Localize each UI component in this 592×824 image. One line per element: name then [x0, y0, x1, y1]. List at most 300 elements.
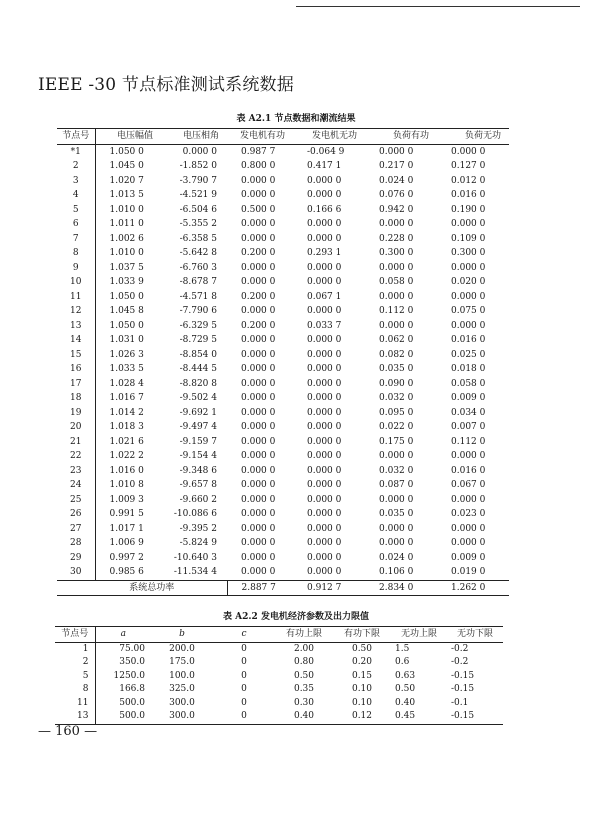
table2-body: [55, 642, 503, 724]
table2-cell: 0.40: [395, 697, 416, 708]
table1-cell: 1.033 9: [109, 277, 144, 287]
table2-cell: 0.35: [293, 684, 315, 694]
table2-cell: 325.0: [169, 684, 195, 694]
table1-header-cell: 电压幅值: [116, 131, 153, 141]
table-row: [55, 710, 503, 724]
table1-cell: 1.031 0: [109, 335, 144, 345]
table-row: [57, 478, 509, 493]
table1-cell: 0.987 7: [241, 146, 276, 157]
table1-cell: 0.997 2: [109, 552, 144, 563]
table1-cell: 26: [57, 507, 95, 522]
table1-cell: 0.058 0: [451, 378, 486, 389]
table1-cell: 23: [57, 464, 95, 479]
table1-cell: 29: [57, 551, 95, 566]
table1-cell: 0.095 0: [379, 407, 414, 418]
table1-header-cell: 负荷无功: [464, 131, 501, 141]
table2-header-cell: c: [241, 629, 247, 639]
table1-cell: 1.033 5: [109, 364, 144, 374]
table1-cell: 1.016 0: [109, 465, 144, 476]
table1-cell: 0.000 0: [307, 277, 342, 287]
table-row: [57, 522, 509, 537]
table1-cell: 18: [57, 391, 95, 406]
table2-cell: 0: [241, 711, 247, 721]
table1-cell: 0.000 0: [241, 407, 276, 418]
table1-cell: 0.000 0: [379, 262, 414, 273]
table2-cell: 2.00: [293, 643, 315, 654]
table1-cell: 0.067 1: [307, 291, 342, 302]
table1-cell: 28: [57, 536, 95, 551]
table1-cell: 0.000 0: [241, 233, 276, 244]
table2-cell: 0.50: [293, 670, 315, 681]
table1-cell: 0.075 0: [451, 306, 486, 316]
table1-cell: 0.000 0: [182, 146, 217, 157]
table-row: [57, 203, 509, 218]
table-row: [57, 449, 509, 464]
table1-cell: 0.000 0: [307, 262, 342, 273]
table2-cell: 200.0: [169, 643, 195, 654]
total-value: 2.887 7: [241, 582, 276, 593]
table1-cell: 0.022 0: [379, 422, 414, 432]
table1-cell: 0.000 0: [379, 494, 414, 505]
table1-cell: 0.000 0: [307, 364, 342, 374]
total-value: 0.912 7: [307, 582, 342, 593]
table-row: [57, 348, 509, 363]
table2-cell: 0.50: [351, 643, 373, 654]
table2-cell: 13: [55, 710, 95, 724]
table1-cell: -9.692 1: [179, 407, 217, 418]
table-row: [57, 333, 509, 348]
table1-cell: 0.000 0: [241, 175, 276, 186]
table1-cell: 0.000 0: [307, 349, 342, 360]
table2-cell: -0.2: [451, 657, 469, 667]
table1-cell: 0.000 0: [307, 407, 342, 418]
table1-cell: 0.293 1: [307, 248, 342, 258]
table1-cell: 0.000 0: [241, 552, 276, 563]
table1-cell: 0.000 0: [241, 567, 276, 577]
table2-cell: 0: [241, 643, 247, 654]
table1-cell: 0.035 0: [379, 364, 414, 374]
table2-cell: 166.8: [119, 684, 145, 694]
table1-cell: 0.000 0: [241, 480, 276, 490]
table1-cell: -5.642 8: [179, 248, 217, 258]
table1-cell: 20: [57, 420, 95, 435]
table1-cell: 0.942 0: [379, 204, 414, 215]
table2-header-cell: 无功下限: [456, 629, 493, 639]
table1-cell: 0.016 0: [451, 190, 486, 200]
table1-cell: 25: [57, 493, 95, 508]
table1-cell: -9.395 2: [179, 523, 217, 534]
table1-cell: -6.358 5: [179, 233, 217, 244]
total-value: 1.262 0: [451, 582, 486, 593]
table1-cell: 0.106 0: [379, 567, 414, 577]
table1-cell: 1.050 0: [109, 291, 144, 302]
table1-cell: -9.502 4: [179, 393, 217, 403]
table1-cell: 0.000 0: [451, 494, 486, 505]
table2-cell: 8: [55, 683, 95, 697]
table1-cell: 0.019 0: [451, 567, 486, 577]
table1-cell: 14: [57, 333, 95, 348]
table1-cell: 0.000 0: [241, 509, 276, 519]
table1-cell: 1.021 6: [109, 436, 144, 447]
table1-cell: 0.000 0: [307, 451, 342, 461]
table1-cell: 0.062 0: [379, 335, 414, 345]
table-row: [57, 290, 509, 305]
table1-cell: 0.000 0: [379, 320, 414, 331]
table1-cell: 21: [57, 435, 95, 450]
table1-cell: 0.007 0: [451, 422, 486, 432]
table1-cell: 19: [57, 406, 95, 421]
table1-cell: 1.014 2: [109, 407, 144, 418]
table1-cell: 12: [57, 304, 95, 319]
table1-cell: 1.010 0: [109, 204, 144, 215]
table2-cell: 0.6: [395, 657, 410, 667]
table2-header-cell: 有功上限: [285, 629, 322, 639]
table1-header-row: [57, 129, 509, 145]
table-row: [55, 642, 503, 656]
table-row: [57, 246, 509, 261]
table1-cell: 1.028 4: [109, 378, 144, 389]
table1-cell: 0.000 0: [307, 422, 342, 432]
table2-cell: 100.0: [169, 670, 195, 681]
table-row: [55, 670, 503, 684]
table1-cell: 0.000 0: [241, 349, 276, 360]
table1-cell: 5: [57, 203, 95, 218]
table2-cell: 175.0: [169, 657, 195, 667]
table1-cell: 0.200 0: [241, 291, 276, 302]
table1-cell: 0.000 0: [241, 277, 276, 287]
table1-cell: -0.064 9: [307, 146, 345, 157]
table1-cell: 0.000 0: [451, 146, 486, 157]
table1-cell: 0.166 6: [307, 204, 342, 215]
table1-header-cell: 发电机有功: [239, 131, 285, 141]
table1-cell: 1.050 0: [109, 320, 144, 331]
table1-cell: 0.000 0: [379, 219, 414, 229]
table1-cell: -8.444 5: [179, 364, 217, 374]
table1-cell: 0.000 0: [307, 335, 342, 345]
table1-cell: 0.000 0: [241, 262, 276, 273]
table1-cell: 0.000 0: [241, 494, 276, 505]
table1-cell: 0.190 0: [451, 204, 486, 215]
table1-cell: -8.854 0: [179, 349, 217, 360]
table2-cell: -0.2: [451, 643, 469, 654]
table2-cell: 500.0: [119, 711, 145, 721]
table1-cell: 0.000 0: [451, 523, 486, 534]
table1-cell: 0.020 0: [451, 277, 486, 287]
table1-header-cell: 发电机无功: [311, 131, 357, 141]
table1-cell: 1.017 1: [109, 523, 144, 534]
table2-header-cell: 无功上限: [400, 629, 437, 639]
table1-cell: 0.175 0: [379, 436, 414, 447]
table1-cell: 0.217 0: [379, 161, 414, 171]
table1-cell: 27: [57, 522, 95, 537]
table1-header-cell: 电压相角: [182, 131, 219, 141]
table1-cell: 0.087 0: [379, 480, 414, 490]
table-row: [57, 275, 509, 290]
table1-cell: 0.023 0: [451, 509, 486, 519]
table1-cell: -9.154 4: [179, 451, 217, 461]
table1-cell: 1.013 5: [109, 190, 144, 200]
table1-cell: -6.504 6: [179, 204, 217, 215]
table1-body: [57, 144, 509, 596]
table1-cell: -8.729 5: [179, 335, 217, 345]
table-row: [57, 159, 509, 174]
table1-cell: 17: [57, 377, 95, 392]
table1-caption: 表 A2.1 节点数据和潮流结果: [236, 114, 356, 124]
table1-cell: 0.228 0: [379, 233, 414, 244]
table1-cell: 0.032 0: [379, 465, 414, 476]
table1-cell: 2: [57, 159, 95, 174]
table1-cell: -1.852 0: [179, 161, 217, 171]
table2-caption: 表 A2.2 发电机经济参数及出力限值: [223, 612, 369, 622]
table2-cell: 1.5: [395, 643, 410, 654]
table1-cell: 0.112 0: [451, 436, 486, 447]
table-row: [57, 565, 509, 580]
table2-cell: 0.12: [351, 711, 373, 721]
table1-cell: 0.058 0: [379, 277, 414, 287]
table1-cell: -3.790 7: [179, 175, 217, 186]
table1-cell: 0.300 0: [451, 248, 486, 258]
table1-cell: 0.200 0: [241, 248, 276, 258]
table2-cell: 5: [55, 670, 95, 684]
table1-cell: 15: [57, 348, 95, 363]
table-row: [57, 391, 509, 406]
table1-cell: 0.024 0: [379, 175, 414, 186]
table1-header-cell: 节点号: [57, 129, 95, 145]
table1-cell: 0.000 0: [451, 451, 486, 461]
generator-params-table: [55, 626, 503, 725]
table1-cell: 0.009 0: [451, 393, 486, 403]
table1-cell: -9.497 4: [179, 422, 217, 432]
table2-cell: 0.50: [395, 684, 416, 694]
table1-cell: 1.020 7: [109, 175, 144, 186]
table1-cell: 0.000 0: [307, 436, 342, 447]
table2-cell: 0: [241, 670, 247, 681]
table2-cell: 0.30: [293, 697, 315, 708]
table1-cell: 0.000 0: [307, 393, 342, 403]
table1-cell: 0.025 0: [451, 349, 486, 360]
table1-cell: 0.000 0: [307, 306, 342, 316]
table2-header-cell: a: [120, 629, 126, 639]
table2-header-row: [55, 627, 503, 643]
table1-cell: -9.657 8: [179, 480, 217, 490]
table1-cell: 0.000 0: [307, 523, 342, 534]
table1-cell: 0.000 0: [379, 538, 414, 548]
table1-cell: 0.127 0: [451, 161, 486, 171]
table-row: [57, 493, 509, 508]
table1-cell: 0.000 0: [379, 291, 414, 302]
table1-cell: 0.000 0: [241, 335, 276, 345]
table1-cell: 1.006 9: [109, 538, 144, 548]
table-row: [57, 232, 509, 247]
table2-cell: 300.0: [169, 711, 195, 721]
table1-cell: 3: [57, 174, 95, 189]
table2-cell: 300.0: [169, 697, 195, 708]
table1-cell: 0.000 0: [241, 219, 276, 229]
table1-cell: 1.026 3: [109, 349, 144, 360]
table1-cell: -9.348 6: [179, 465, 217, 476]
table1-cell: 0.034 0: [451, 407, 486, 418]
table-row: [55, 656, 503, 670]
table1-cell: 0.000 0: [241, 451, 276, 461]
table1-cell: 0.000 0: [307, 567, 342, 577]
page-heading: IEEE -30 节点标准测试系统数据: [38, 75, 294, 95]
table1-cell: 13: [57, 319, 95, 334]
table1-cell: 0.033 7: [307, 320, 342, 331]
table1-cell: 0.000 0: [307, 509, 342, 519]
table1-cell: 0.000 0: [451, 538, 486, 548]
table-row: [57, 174, 509, 189]
table1-cell: *1: [57, 144, 95, 159]
table1-header-cell: 负荷有功: [392, 131, 429, 141]
table1-cell: 0.000 0: [241, 436, 276, 447]
table1-cell: -6.760 3: [179, 262, 217, 273]
table-row: [57, 551, 509, 566]
table1-cell: 0.200 0: [241, 320, 276, 331]
table2-cell: 0: [241, 697, 247, 708]
table2-cell: 0.10: [351, 697, 373, 708]
table1-cell: 0.991 5: [109, 509, 144, 519]
table-row: [57, 362, 509, 377]
table2-header-cell: b: [179, 629, 185, 639]
table1-cell: 0.000 0: [379, 146, 414, 157]
table2-cell: -0.15: [451, 711, 475, 721]
table1-cell: -9.660 2: [179, 494, 217, 505]
table2-cell: 0.63: [395, 670, 416, 681]
table1-cell: 0.112 0: [379, 306, 414, 316]
table2-cell: 75.00: [119, 643, 145, 654]
table1-cell: 1.010 8: [109, 480, 144, 490]
table1-cell: 0.082 0: [379, 349, 414, 360]
table1-cell: 0.000 0: [451, 219, 486, 229]
table2-cell: 0.80: [293, 657, 315, 667]
table1-cell: -11.534 4: [173, 567, 217, 577]
table1-cell: 1.010 0: [109, 248, 144, 258]
table-row: [57, 319, 509, 334]
table1-cell: -10.640 3: [173, 552, 217, 563]
table1-cell: 11: [57, 290, 95, 305]
table2-cell: 0.20: [351, 657, 373, 667]
table1-cell: 0.300 0: [379, 248, 414, 258]
table1-cell: 30: [57, 565, 95, 580]
table1-cell: -6.329 5: [179, 320, 217, 331]
table2-cell: 0: [241, 684, 247, 694]
table1-cell: 16: [57, 362, 95, 377]
table1-cell: 0.009 0: [451, 552, 486, 563]
table1-cell: 1.022 2: [109, 451, 144, 461]
table1-cell: -7.790 6: [179, 306, 217, 316]
table1-cell: 1.050 0: [109, 146, 144, 157]
table-row: [57, 377, 509, 392]
table1-cell: -5.355 2: [179, 219, 217, 229]
table1-cell: 0.000 0: [307, 480, 342, 490]
total-label: 系统总功率: [57, 580, 227, 596]
table2-cell: 1: [55, 642, 95, 656]
table-row: [57, 217, 509, 232]
table1-cell: 0.000 0: [307, 465, 342, 476]
table1-cell: 1.037 5: [109, 262, 144, 273]
table-row: [57, 261, 509, 276]
table1-cell: 0.000 0: [241, 523, 276, 534]
table1-cell: 0.067 0: [451, 480, 486, 490]
top-rule: [296, 6, 580, 7]
table1-cell: -9.159 7: [179, 436, 217, 447]
table1-cell: 1.045 8: [109, 306, 144, 316]
total-value: 2.834 0: [379, 582, 414, 593]
table1-cell: -8.678 7: [179, 277, 217, 287]
table1-cell: 1.016 7: [109, 393, 144, 403]
table2-cell: -0.15: [451, 670, 475, 681]
table-row: [57, 188, 509, 203]
table1-cell: 0.090 0: [379, 378, 414, 389]
table1-cell: 0.000 0: [307, 378, 342, 389]
table2-cell: 350.0: [119, 657, 145, 667]
table1-cell: 0.076 0: [379, 190, 414, 200]
table1-cell: 0.016 0: [451, 465, 486, 476]
table-row: [57, 435, 509, 450]
table1-cell: 0.000 0: [241, 422, 276, 432]
table1-cell: 0.000 0: [307, 175, 342, 186]
table1-cell: -8.820 8: [179, 378, 217, 389]
table2-header-cell: 节点号: [55, 627, 95, 643]
table1-cell: 0.985 6: [109, 567, 144, 577]
table-row: [57, 144, 509, 159]
table1-cell: 0.000 0: [307, 219, 342, 229]
table1-cell: 0.035 0: [379, 509, 414, 519]
table1-cell: 10: [57, 275, 95, 290]
table1-cell: 0.000 0: [379, 523, 414, 534]
table-row: [57, 507, 509, 522]
table-row: [57, 536, 509, 551]
table1-cell: 0.500 0: [241, 204, 276, 215]
table1-cell: 9: [57, 261, 95, 276]
table2-cell: 0.15: [351, 670, 373, 681]
table1-cell: 0.000 0: [307, 494, 342, 505]
table1-cell: -5.824 9: [179, 538, 217, 548]
table1-cell: 1.011 0: [109, 219, 144, 229]
table2-header-cell: 有功下限: [343, 629, 380, 639]
table1-cell: 0.417 1: [307, 161, 342, 171]
table1-cell: 24: [57, 478, 95, 493]
table1-cell: 0.000 0: [241, 393, 276, 403]
table2-cell: 0: [241, 657, 247, 667]
table1-cell: 0.000 0: [307, 190, 342, 200]
table1-cell: -10.086 6: [173, 509, 217, 519]
table1-cell: 0.800 0: [241, 161, 276, 171]
table1-cell: 0.000 0: [307, 552, 342, 563]
total-row: [57, 580, 509, 596]
table1-cell: 0.000 0: [241, 190, 276, 200]
table1-cell: 0.000 0: [307, 538, 342, 548]
table2-cell: 11: [55, 697, 95, 711]
table-row: [57, 464, 509, 479]
table1-cell: 0.024 0: [379, 552, 414, 563]
table-row: [57, 406, 509, 421]
table2-cell: 0.45: [395, 711, 416, 721]
table1-cell: 0.000 0: [307, 233, 342, 244]
table1-cell: 0.018 0: [451, 364, 486, 374]
page-number: — 160 —: [38, 724, 98, 739]
table1-cell: -4.571 8: [179, 291, 217, 302]
table1-cell: -4.521 9: [179, 190, 217, 200]
table2-cell: -0.1: [451, 697, 469, 708]
table2-cell: 0.10: [351, 684, 373, 694]
bus-data-table: [57, 128, 509, 596]
table2-cell: 0.40: [293, 711, 315, 721]
table-row: [57, 304, 509, 319]
table1-cell: 0.000 0: [241, 364, 276, 374]
table-row: [57, 420, 509, 435]
table-row: [55, 697, 503, 711]
